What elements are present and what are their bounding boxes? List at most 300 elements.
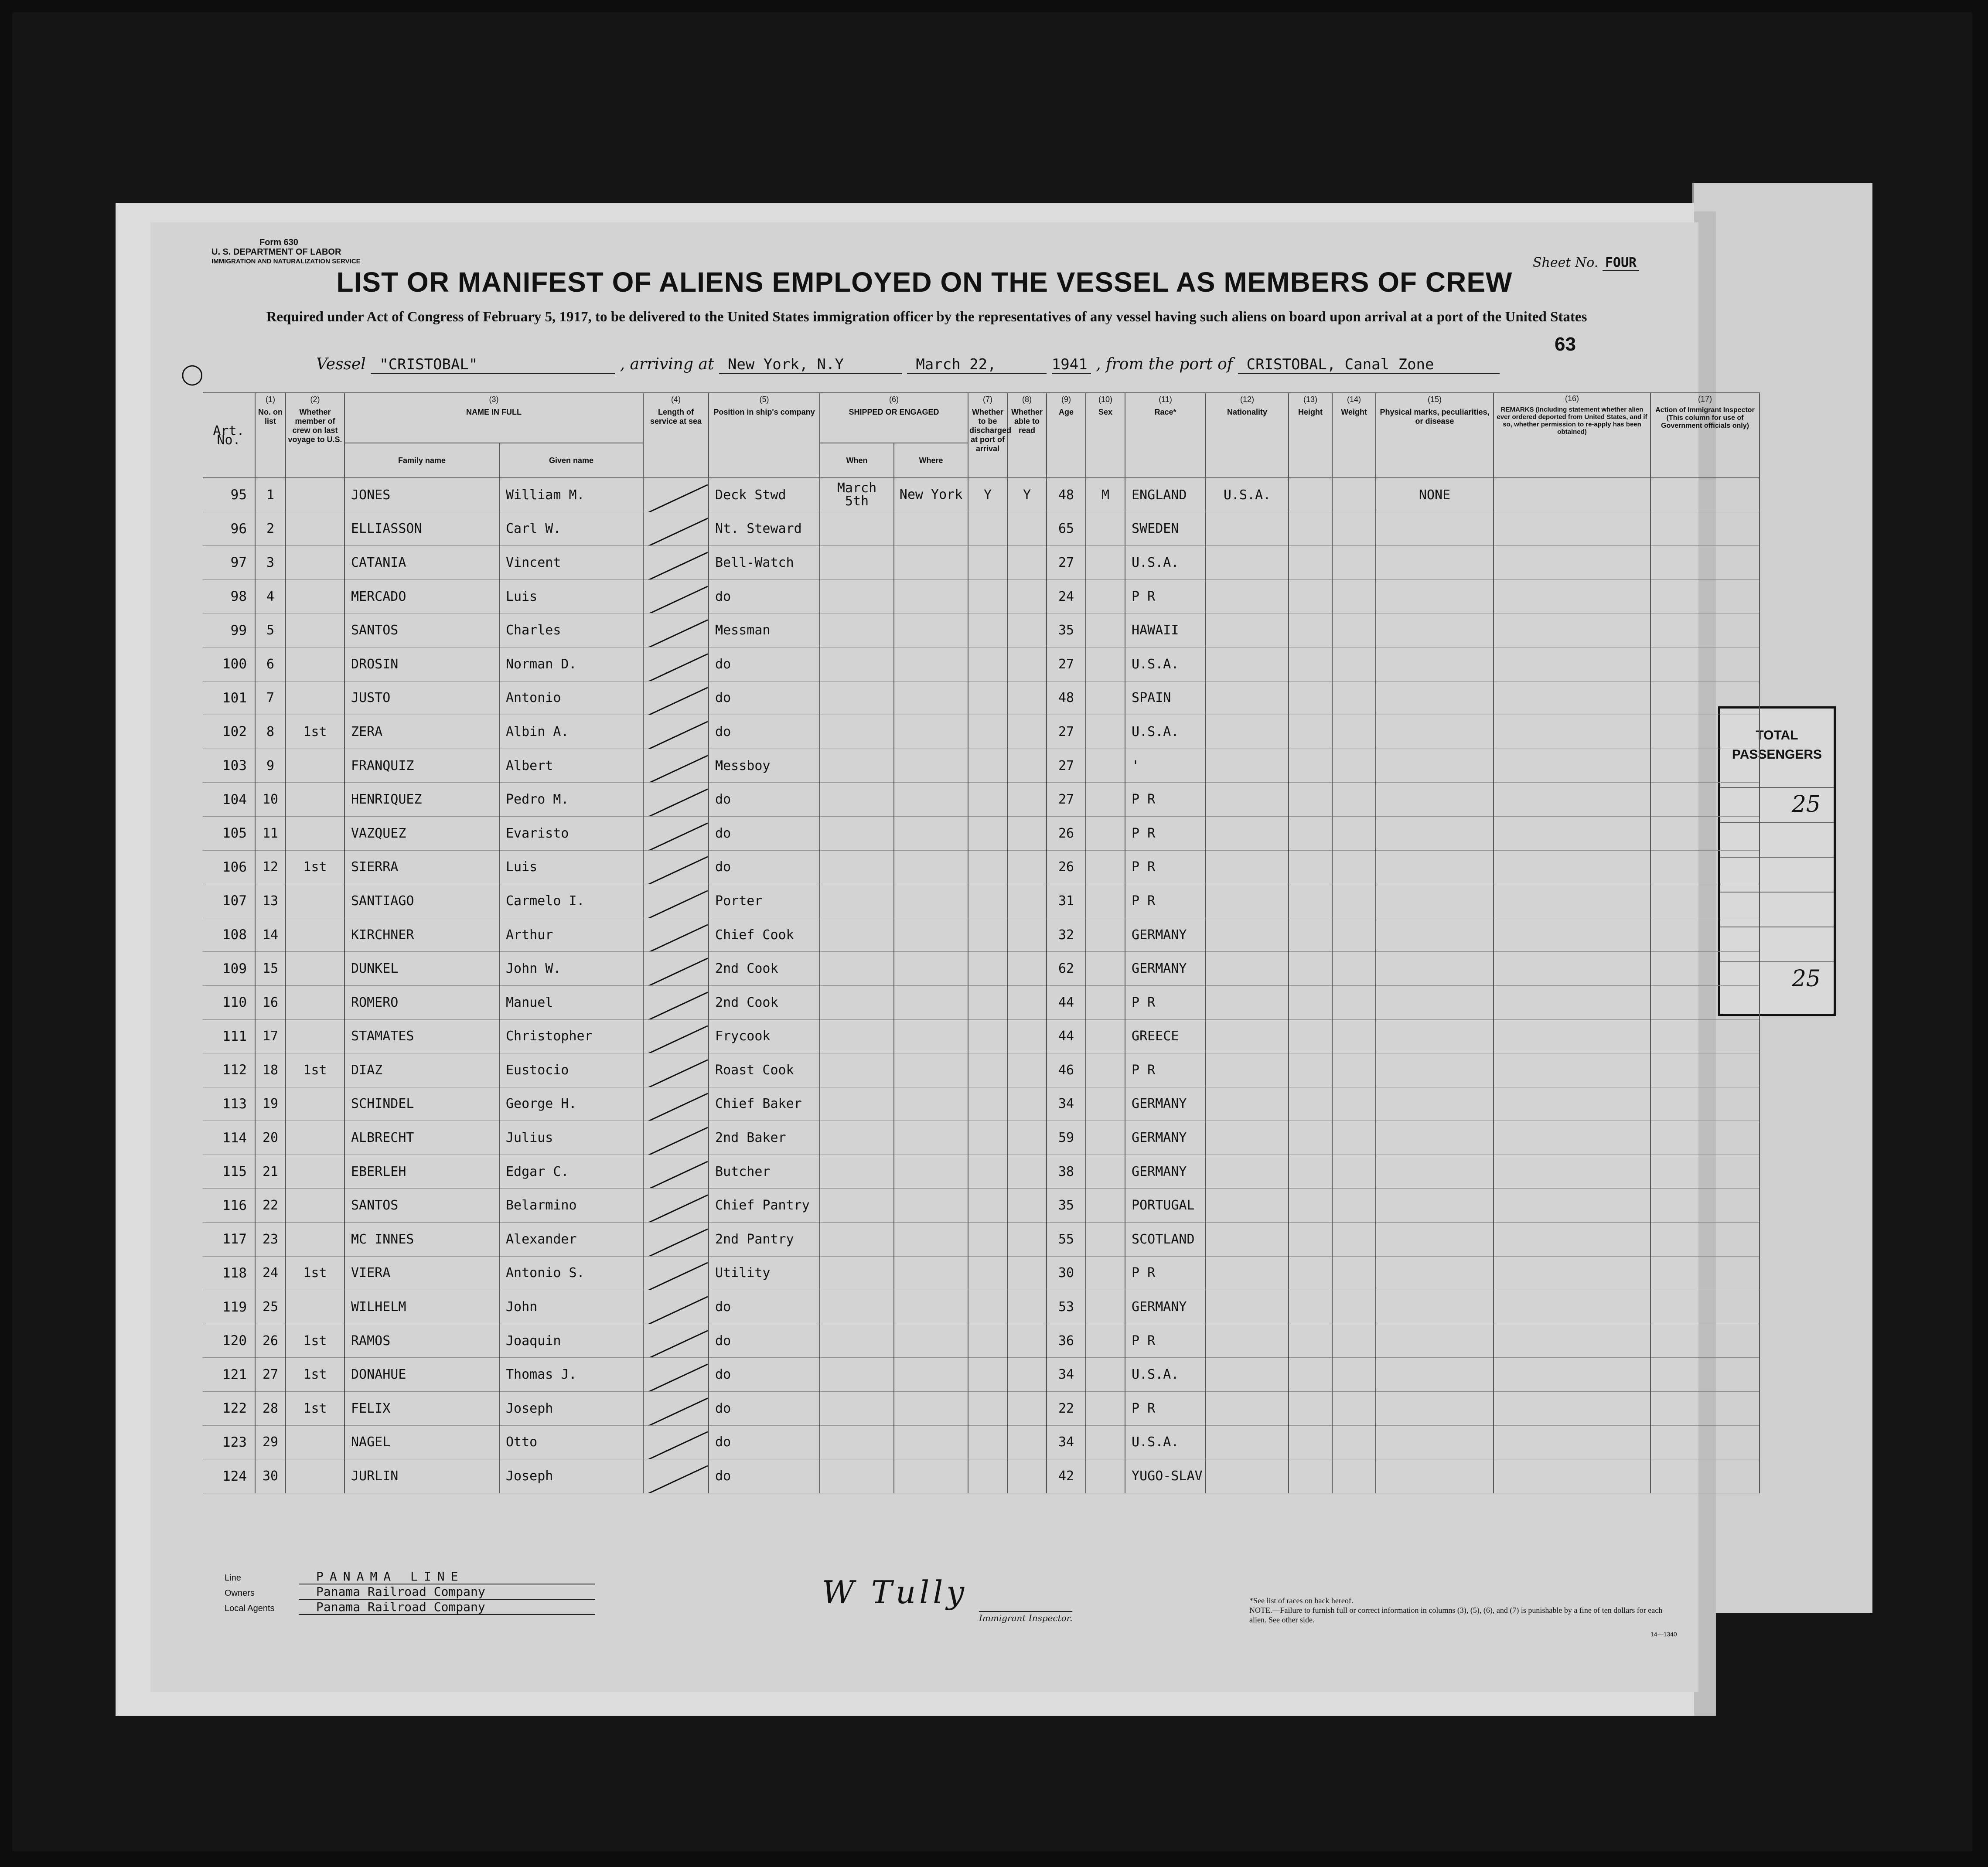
cell-able-to-read bbox=[1007, 1459, 1047, 1493]
cell-shipped-where bbox=[894, 1155, 968, 1189]
note-races: *See list of races on back hereof. bbox=[1249, 1596, 1354, 1605]
cell-shipped-when bbox=[820, 1053, 894, 1087]
cell-length-of-service bbox=[643, 647, 709, 681]
cell-position: do bbox=[709, 647, 820, 681]
cell-race: GERMANY bbox=[1125, 1121, 1206, 1155]
cell-given-name: Thomas J. bbox=[499, 1358, 643, 1392]
cell-family-name: JONES bbox=[344, 478, 499, 512]
cell-sex bbox=[1086, 952, 1125, 986]
cell-nationality bbox=[1206, 579, 1289, 613]
cell-remarks bbox=[1494, 884, 1650, 918]
handwritten-tick-mark bbox=[648, 1262, 708, 1290]
cell-age: 34 bbox=[1047, 1425, 1086, 1459]
table-row bbox=[203, 613, 1760, 647]
cell-last-voyage bbox=[286, 918, 344, 952]
cell-family-name: MC INNES bbox=[344, 1223, 499, 1257]
handwritten-tick-mark bbox=[648, 552, 708, 579]
cell-height bbox=[1289, 579, 1332, 613]
cell-position: Nt. Steward bbox=[709, 512, 820, 546]
cell-family-name: JURLIN bbox=[344, 1459, 499, 1493]
cell-nationality bbox=[1206, 1459, 1289, 1493]
cell-age: 35 bbox=[1047, 613, 1086, 647]
arrival-year: 1941 bbox=[1052, 356, 1091, 374]
cell-last-voyage bbox=[286, 546, 344, 580]
cell-remarks bbox=[1494, 1256, 1650, 1290]
cell-list-number: 18 bbox=[255, 1053, 286, 1087]
table-row bbox=[203, 579, 1760, 613]
cell-family-name: HENRIQUEZ bbox=[344, 783, 499, 817]
cell-given-name: Belarmino bbox=[499, 1189, 643, 1223]
cell-inspector-action bbox=[1650, 512, 1760, 546]
cell-physical-marks bbox=[1376, 1121, 1494, 1155]
cell-shipped-when bbox=[820, 546, 894, 580]
handwritten-tick-mark bbox=[648, 1296, 708, 1324]
cell-shipped-where bbox=[894, 613, 968, 647]
cell-physical-marks bbox=[1376, 1425, 1494, 1459]
cell-race: HAWAII bbox=[1125, 613, 1206, 647]
cell-to-be-discharged bbox=[968, 715, 1007, 749]
cell-inspector-action bbox=[1650, 985, 1760, 1019]
table-row bbox=[203, 546, 1760, 580]
cell-height bbox=[1289, 783, 1332, 817]
cell-physical-marks bbox=[1376, 613, 1494, 647]
cell-position: Utility bbox=[709, 1256, 820, 1290]
cell-shipped-when bbox=[820, 1425, 894, 1459]
col-discharged: (7) Whether to be discharged at port of arrival bbox=[968, 393, 1007, 478]
cell-length-of-service bbox=[643, 1256, 709, 1290]
cell-art-number: 96 bbox=[203, 512, 255, 546]
cell-list-number: 3 bbox=[255, 546, 286, 580]
table-row bbox=[203, 1155, 1760, 1189]
cell-list-number: 12 bbox=[255, 850, 286, 884]
cell-age: 48 bbox=[1047, 681, 1086, 715]
vessel-name: "CRISTOBAL" bbox=[371, 356, 615, 374]
cell-inspector-action bbox=[1650, 918, 1760, 952]
table-row bbox=[203, 985, 1760, 1019]
cell-length-of-service bbox=[643, 1189, 709, 1223]
cell-shipped-when bbox=[820, 579, 894, 613]
cell-list-number: 15 bbox=[255, 952, 286, 986]
cell-age: 22 bbox=[1047, 1392, 1086, 1426]
table-row bbox=[203, 1256, 1760, 1290]
cell-art-number: 102 bbox=[203, 715, 255, 749]
cell-race: GERMANY bbox=[1125, 1087, 1206, 1121]
cell-given-name: Joseph bbox=[499, 1459, 643, 1493]
cell-length-of-service bbox=[643, 613, 709, 647]
cell-nationality bbox=[1206, 816, 1289, 850]
cell-family-name: STAMATES bbox=[344, 1019, 499, 1053]
cell-height bbox=[1289, 1358, 1332, 1392]
handwritten-tick-mark bbox=[648, 890, 708, 918]
cell-height bbox=[1289, 1324, 1332, 1358]
table-row bbox=[203, 918, 1760, 952]
cell-able-to-read bbox=[1007, 783, 1047, 817]
cell-inspector-action bbox=[1650, 1324, 1760, 1358]
cell-length-of-service bbox=[643, 1392, 709, 1426]
cell-physical-marks bbox=[1376, 1392, 1494, 1426]
cell-shipped-when bbox=[820, 884, 894, 918]
cell-position: Chief Cook bbox=[709, 918, 820, 952]
cell-age: 48 bbox=[1047, 478, 1086, 512]
cell-race: P R bbox=[1125, 579, 1206, 613]
cell-age: 35 bbox=[1047, 1189, 1086, 1223]
cell-sex bbox=[1086, 1459, 1125, 1493]
cell-inspector-action bbox=[1650, 1425, 1760, 1459]
cell-list-number: 4 bbox=[255, 579, 286, 613]
col-age: (9) Age bbox=[1047, 393, 1086, 478]
cell-given-name: William M. bbox=[499, 478, 643, 512]
cell-physical-marks: NONE bbox=[1376, 478, 1494, 512]
cell-physical-marks bbox=[1376, 884, 1494, 918]
cell-weight bbox=[1332, 985, 1376, 1019]
table-header-row bbox=[203, 393, 1760, 443]
table-row bbox=[203, 952, 1760, 986]
cell-sex bbox=[1086, 613, 1125, 647]
cell-physical-marks bbox=[1376, 1189, 1494, 1223]
cell-inspector-action bbox=[1650, 884, 1760, 918]
cell-last-voyage bbox=[286, 1019, 344, 1053]
cell-last-voyage: 1st bbox=[286, 1324, 344, 1358]
col-where: Where bbox=[894, 443, 968, 478]
cell-shipped-when bbox=[820, 816, 894, 850]
cell-last-voyage bbox=[286, 1121, 344, 1155]
cell-race: P R bbox=[1125, 1256, 1206, 1290]
cell-position: Messboy bbox=[709, 749, 820, 783]
cell-length-of-service bbox=[643, 1358, 709, 1392]
cell-to-be-discharged bbox=[968, 1256, 1007, 1290]
cell-given-name: Julius bbox=[499, 1121, 643, 1155]
cell-last-voyage: 1st bbox=[286, 1392, 344, 1426]
cell-art-number: 110 bbox=[203, 985, 255, 1019]
cell-remarks bbox=[1494, 1019, 1650, 1053]
cell-family-name: NAGEL bbox=[344, 1425, 499, 1459]
cell-list-number: 5 bbox=[255, 613, 286, 647]
cell-race: P R bbox=[1125, 1053, 1206, 1087]
cell-art-number: 103 bbox=[203, 749, 255, 783]
cell-length-of-service bbox=[643, 1087, 709, 1121]
cell-remarks bbox=[1494, 1053, 1650, 1087]
cell-list-number: 14 bbox=[255, 918, 286, 952]
cell-nationality bbox=[1206, 1256, 1289, 1290]
col-name-in-full: (3) NAME IN FULL bbox=[344, 393, 643, 443]
departure-port: CRISTOBAL, Canal Zone bbox=[1238, 356, 1500, 374]
cell-inspector-action bbox=[1650, 1087, 1760, 1121]
cell-nationality bbox=[1206, 985, 1289, 1019]
cell-able-to-read bbox=[1007, 1290, 1047, 1324]
table-row bbox=[203, 783, 1760, 817]
cell-shipped-when bbox=[820, 681, 894, 715]
col-art: Art. No. bbox=[203, 393, 255, 478]
cell-family-name: JUSTO bbox=[344, 681, 499, 715]
cell-family-name: ALBRECHT bbox=[344, 1121, 499, 1155]
cell-last-voyage bbox=[286, 478, 344, 512]
cell-to-be-discharged bbox=[968, 1425, 1007, 1459]
cell-able-to-read bbox=[1007, 884, 1047, 918]
cell-sex bbox=[1086, 647, 1125, 681]
cell-to-be-discharged bbox=[968, 1155, 1007, 1189]
col-when: When bbox=[820, 443, 894, 478]
cell-shipped-where bbox=[894, 816, 968, 850]
cell-inspector-action bbox=[1650, 681, 1760, 715]
cell-art-number: 116 bbox=[203, 1189, 255, 1223]
cell-able-to-read bbox=[1007, 1223, 1047, 1257]
col-inspector-action: (17) Action of Immigrant Inspector (This column for use of Government officials only) bbox=[1650, 393, 1760, 478]
cell-given-name: George H. bbox=[499, 1087, 643, 1121]
cell-height bbox=[1289, 1256, 1332, 1290]
cell-length-of-service bbox=[643, 952, 709, 986]
cell-shipped-where bbox=[894, 918, 968, 952]
cell-given-name: Pedro M. bbox=[499, 783, 643, 817]
cell-art-number: 106 bbox=[203, 850, 255, 884]
cell-length-of-service bbox=[643, 1324, 709, 1358]
cell-able-to-read bbox=[1007, 850, 1047, 884]
cell-length-of-service bbox=[643, 918, 709, 952]
cell-nationality bbox=[1206, 952, 1289, 986]
cell-given-name: Otto bbox=[499, 1425, 643, 1459]
cell-to-be-discharged bbox=[968, 1189, 1007, 1223]
cell-position: Frycook bbox=[709, 1019, 820, 1053]
cell-length-of-service bbox=[643, 816, 709, 850]
form-number: Form 630 bbox=[259, 238, 298, 247]
cell-list-number: 13 bbox=[255, 884, 286, 918]
cell-shipped-where bbox=[894, 512, 968, 546]
cell-height bbox=[1289, 985, 1332, 1019]
cell-art-number: 108 bbox=[203, 918, 255, 952]
cell-family-name: VAZQUEZ bbox=[344, 816, 499, 850]
handwritten-tick-mark bbox=[648, 1161, 708, 1189]
cell-list-number: 17 bbox=[255, 1019, 286, 1053]
table-row bbox=[203, 1392, 1760, 1426]
cell-sex bbox=[1086, 1392, 1125, 1426]
cell-last-voyage bbox=[286, 1290, 344, 1324]
cell-art-number: 118 bbox=[203, 1256, 255, 1290]
cell-nationality bbox=[1206, 715, 1289, 749]
punch-hole-mark: ◯ bbox=[181, 362, 204, 385]
cell-shipped-when bbox=[820, 1223, 894, 1257]
cell-race: PORTUGAL bbox=[1125, 1189, 1206, 1223]
cell-art-number: 119 bbox=[203, 1290, 255, 1324]
cell-list-number: 25 bbox=[255, 1290, 286, 1324]
cell-position: Messman bbox=[709, 613, 820, 647]
form-identifier bbox=[211, 238, 361, 266]
cell-given-name: Manuel bbox=[499, 985, 643, 1019]
cell-list-number: 26 bbox=[255, 1324, 286, 1358]
cell-shipped-when bbox=[820, 1290, 894, 1324]
cell-to-be-discharged bbox=[968, 1019, 1007, 1053]
cell-able-to-read bbox=[1007, 1121, 1047, 1155]
cell-weight bbox=[1332, 749, 1376, 783]
cell-remarks bbox=[1494, 478, 1650, 512]
cell-able-to-read bbox=[1007, 579, 1047, 613]
cell-position: do bbox=[709, 1324, 820, 1358]
crew-manifest-table bbox=[203, 392, 1760, 1493]
cell-shipped-where bbox=[894, 1053, 968, 1087]
cell-art-number: 115 bbox=[203, 1155, 255, 1189]
footnote bbox=[1249, 1596, 1668, 1625]
cell-height bbox=[1289, 918, 1332, 952]
cell-sex bbox=[1086, 1425, 1125, 1459]
cell-to-be-discharged bbox=[968, 1459, 1007, 1493]
handwritten-tick-mark bbox=[648, 620, 708, 647]
cell-race: P R bbox=[1125, 816, 1206, 850]
cell-shipped-where bbox=[894, 884, 968, 918]
cell-age: 26 bbox=[1047, 850, 1086, 884]
cell-to-be-discharged bbox=[968, 850, 1007, 884]
cell-inspector-action bbox=[1650, 1121, 1760, 1155]
cell-age: 65 bbox=[1047, 512, 1086, 546]
cell-race: GERMANY bbox=[1125, 918, 1206, 952]
cell-given-name: Joseph bbox=[499, 1392, 643, 1426]
cell-given-name: Luis bbox=[499, 850, 643, 884]
cell-last-voyage bbox=[286, 816, 344, 850]
total-passengers-value-1: 25 bbox=[1791, 791, 1821, 818]
cell-physical-marks bbox=[1376, 850, 1494, 884]
table-row bbox=[203, 816, 1760, 850]
cell-physical-marks bbox=[1376, 647, 1494, 681]
sheet-number-value: FOUR bbox=[1603, 255, 1639, 271]
cell-physical-marks bbox=[1376, 1256, 1494, 1290]
cell-able-to-read bbox=[1007, 647, 1047, 681]
cell-position: do bbox=[709, 816, 820, 850]
cell-to-be-discharged bbox=[968, 816, 1007, 850]
handwritten-number: 63 bbox=[1555, 334, 1576, 355]
cell-last-voyage bbox=[286, 884, 344, 918]
cell-nationality bbox=[1206, 1087, 1289, 1121]
cell-last-voyage bbox=[286, 749, 344, 783]
table-row bbox=[203, 1425, 1760, 1459]
cell-remarks bbox=[1494, 1358, 1650, 1392]
cell-family-name: KIRCHNER bbox=[344, 918, 499, 952]
cell-family-name: FELIX bbox=[344, 1392, 499, 1426]
cell-race: U.S.A. bbox=[1125, 715, 1206, 749]
form-service: IMMIGRATION AND NATURALIZATION SERVICE bbox=[211, 258, 361, 265]
cell-nationality bbox=[1206, 1121, 1289, 1155]
cell-position: 2nd Cook bbox=[709, 952, 820, 986]
cell-art-number: 107 bbox=[203, 884, 255, 918]
cell-race: YUGO-SLAV bbox=[1125, 1459, 1206, 1493]
cell-last-voyage: 1st bbox=[286, 850, 344, 884]
cell-inspector-action bbox=[1650, 1290, 1760, 1324]
cell-family-name: SCHINDEL bbox=[344, 1087, 499, 1121]
cell-nationality bbox=[1206, 850, 1289, 884]
cell-nationality bbox=[1206, 884, 1289, 918]
owners-value: Panama Railroad Company bbox=[299, 1585, 595, 1600]
cell-given-name: Alexander bbox=[499, 1223, 643, 1257]
cell-shipped-when: March 5th bbox=[820, 478, 894, 512]
table-row bbox=[203, 681, 1760, 715]
cell-inspector-action bbox=[1650, 613, 1760, 647]
cell-weight bbox=[1332, 1459, 1376, 1493]
cell-physical-marks bbox=[1376, 1155, 1494, 1189]
cell-inspector-action bbox=[1650, 749, 1760, 783]
cell-height bbox=[1289, 1425, 1332, 1459]
cell-age: 26 bbox=[1047, 816, 1086, 850]
cell-list-number: 7 bbox=[255, 681, 286, 715]
cell-race: U.S.A. bbox=[1125, 546, 1206, 580]
cell-shipped-where bbox=[894, 850, 968, 884]
cell-family-name: RAMOS bbox=[344, 1324, 499, 1358]
handwritten-tick-mark bbox=[648, 755, 708, 783]
cell-height bbox=[1289, 1459, 1332, 1493]
cell-to-be-discharged bbox=[968, 1121, 1007, 1155]
cell-position: do bbox=[709, 715, 820, 749]
cell-nationality: U.S.A. bbox=[1206, 478, 1289, 512]
owners-label: Owners bbox=[225, 1588, 255, 1598]
cell-last-voyage: 1st bbox=[286, 715, 344, 749]
cell-nationality bbox=[1206, 1155, 1289, 1189]
cell-able-to-read bbox=[1007, 1425, 1047, 1459]
cell-race: P R bbox=[1125, 985, 1206, 1019]
cell-inspector-action bbox=[1650, 1053, 1760, 1087]
cell-weight bbox=[1332, 613, 1376, 647]
cell-sex bbox=[1086, 1121, 1125, 1155]
cell-physical-marks bbox=[1376, 579, 1494, 613]
cell-age: 62 bbox=[1047, 952, 1086, 986]
cell-height bbox=[1289, 952, 1332, 986]
cell-nationality bbox=[1206, 749, 1289, 783]
cell-inspector-action bbox=[1650, 1392, 1760, 1426]
cell-inspector-action bbox=[1650, 1256, 1760, 1290]
cell-art-number: 97 bbox=[203, 546, 255, 580]
arriving-port: New York, N.Y bbox=[719, 356, 902, 374]
cell-able-to-read bbox=[1007, 918, 1047, 952]
cell-race: P R bbox=[1125, 1324, 1206, 1358]
cell-sex bbox=[1086, 579, 1125, 613]
cell-shipped-where bbox=[894, 1256, 968, 1290]
cell-to-be-discharged bbox=[968, 1087, 1007, 1121]
cell-position: Porter bbox=[709, 884, 820, 918]
cell-weight bbox=[1332, 783, 1376, 817]
cell-last-voyage bbox=[286, 1223, 344, 1257]
col-length-of-service: (4) Length of service at sea bbox=[643, 393, 709, 478]
cell-family-name: ROMERO bbox=[344, 985, 499, 1019]
cell-remarks bbox=[1494, 1155, 1650, 1189]
cell-sex bbox=[1086, 715, 1125, 749]
cell-height bbox=[1289, 850, 1332, 884]
cell-able-to-read bbox=[1007, 512, 1047, 546]
cell-position: do bbox=[709, 579, 820, 613]
cell-nationality bbox=[1206, 1053, 1289, 1087]
handwritten-tick-mark bbox=[648, 1330, 708, 1358]
cell-family-name: SANTOS bbox=[344, 1189, 499, 1223]
cell-inspector-action bbox=[1650, 952, 1760, 986]
cell-age: 27 bbox=[1047, 546, 1086, 580]
cell-able-to-read bbox=[1007, 1324, 1047, 1358]
cell-art-number: 101 bbox=[203, 681, 255, 715]
cell-remarks bbox=[1494, 816, 1650, 850]
cell-height bbox=[1289, 1053, 1332, 1087]
cell-able-to-read bbox=[1007, 1358, 1047, 1392]
cell-art-number: 121 bbox=[203, 1358, 255, 1392]
cell-art-number: 124 bbox=[203, 1459, 255, 1493]
col-no-on-list: (1) No. on list bbox=[255, 393, 286, 478]
cell-age: 30 bbox=[1047, 1256, 1086, 1290]
cell-remarks bbox=[1494, 681, 1650, 715]
cell-weight bbox=[1332, 1087, 1376, 1121]
col-last-voyage: (2) Whether member of crew on last voyage to U.S. bbox=[286, 393, 344, 478]
cell-remarks bbox=[1494, 512, 1650, 546]
inspector-signature: W Tully bbox=[822, 1574, 968, 1611]
table-row bbox=[203, 512, 1760, 546]
cell-last-voyage bbox=[286, 1425, 344, 1459]
cell-given-name: Edgar C. bbox=[499, 1155, 643, 1189]
cell-age: 55 bbox=[1047, 1223, 1086, 1257]
cell-race: P R bbox=[1125, 850, 1206, 884]
cell-position: Butcher bbox=[709, 1155, 820, 1189]
cell-remarks bbox=[1494, 1425, 1650, 1459]
cell-family-name: VIERA bbox=[344, 1256, 499, 1290]
cell-position: 2nd Pantry bbox=[709, 1223, 820, 1257]
